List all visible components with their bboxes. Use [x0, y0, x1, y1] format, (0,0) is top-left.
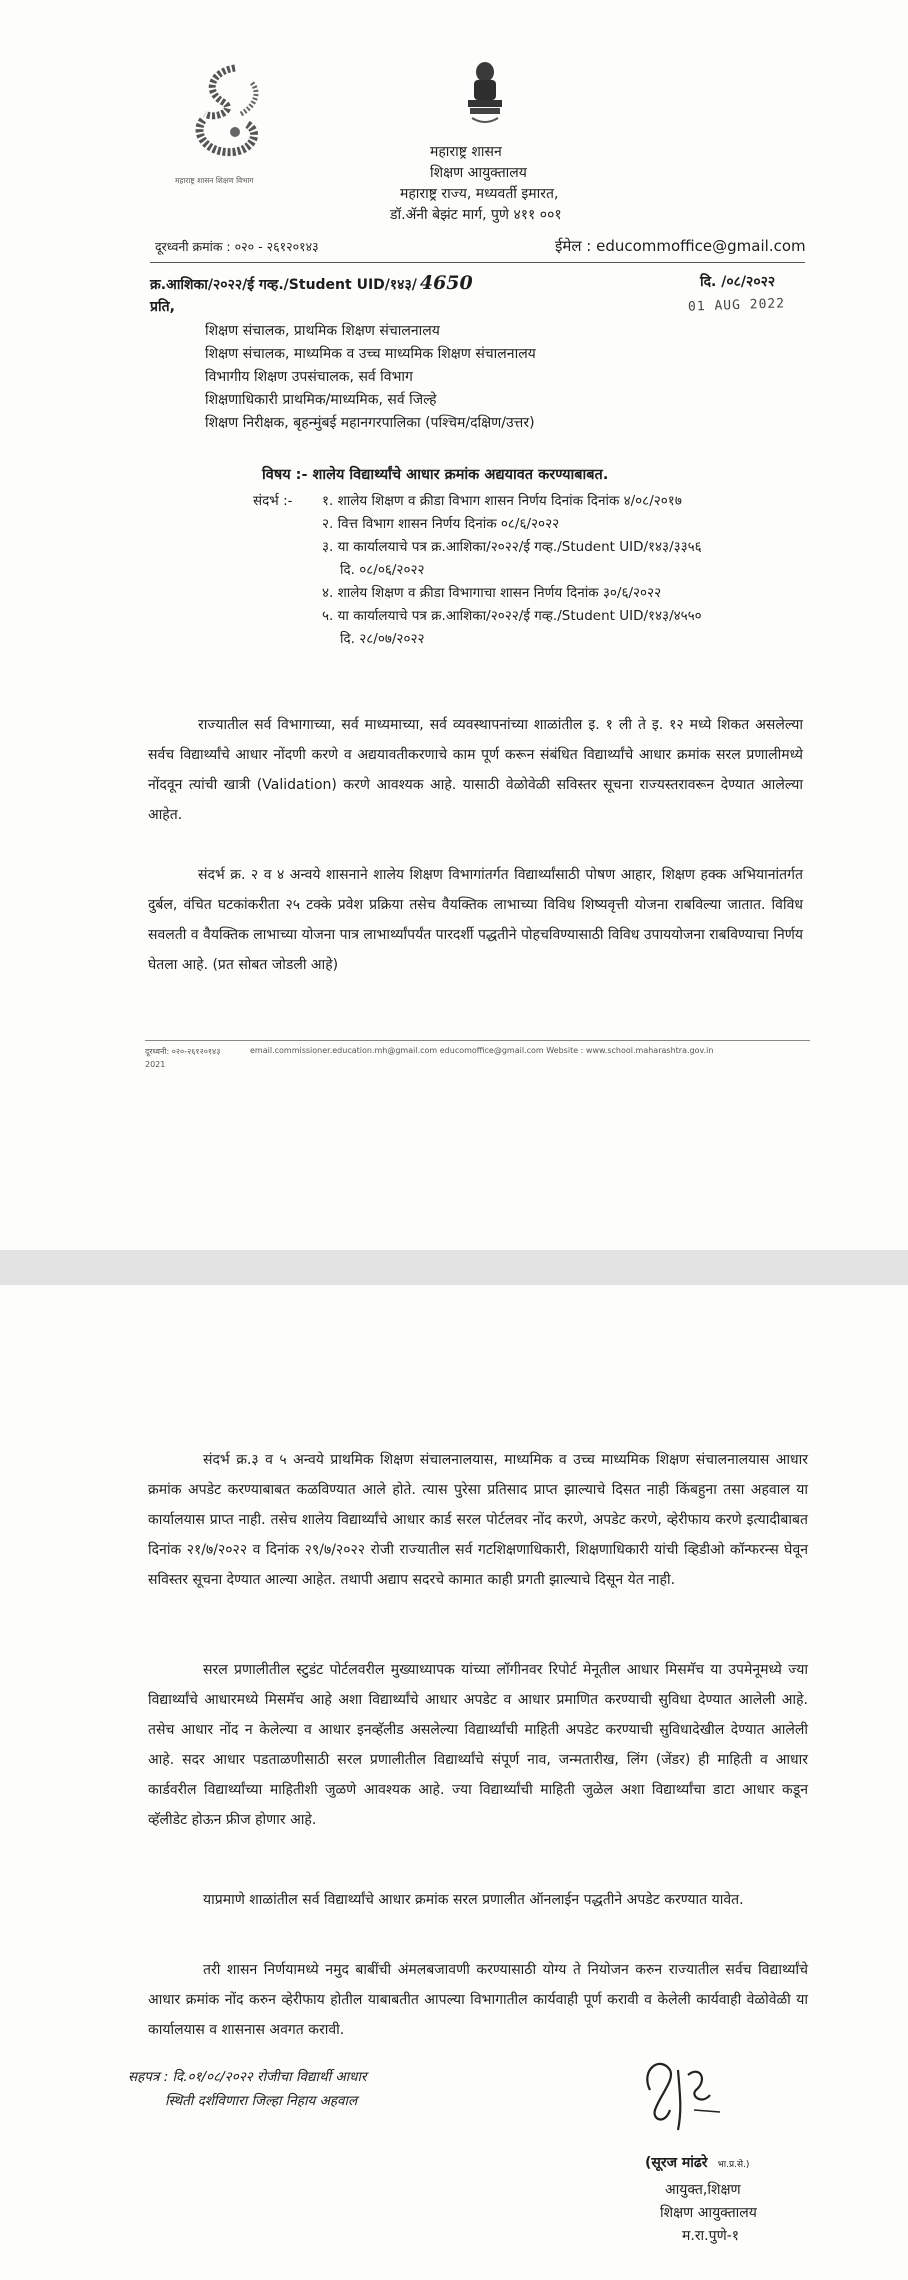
footer-divider	[145, 1040, 810, 1041]
footer-phone: दूरध्वनी: ०२०-२६१२०१४३	[145, 1047, 221, 1056]
header-line-2: शिक्षण आयुक्तालय	[430, 165, 527, 181]
signatory-title: आयुक्त,शिक्षण	[665, 2182, 741, 2198]
national-emblem-icon	[462, 58, 508, 130]
addressee-item: शिक्षण संचालक, माध्यमिक व उच्च माध्यमिक शिक्षण संचालनालय	[205, 346, 536, 362]
addressee-item: शिक्षण संचालक, प्राथमिक शिक्षण संचालनालय	[205, 323, 440, 339]
reference-list	[322, 490, 702, 651]
addressee-list	[205, 320, 536, 435]
sandarbh-label: संदर्भ :-	[253, 493, 293, 509]
addressee-item: विभागीय शिक्षण उपसंचालक, सर्व विभाग	[205, 369, 413, 385]
body-paragraph-3: संदर्भ क्र.३ व ५ अन्वये प्राथमिक शिक्षण संचालनालयास, माध्यमिक व उच्च माध्यमिक शिक्षण संचालनालयास आधार क्रमांक अपडेट करण्याबाबत कळविण्यात आले होते. त्यास पुरेसा प्रतिसाद प्राप्त झाल्याचे दिसत नाही किंबहुना तसा अहवाल या कार्यालयास प्राप्त नाही. तसेच शालेय विद्यार्थ्यांचे आधार कार्ड सरल पोर्टलवर नोंद करणे, अपडेट करणे, व्हेरीफाय करणे इत्यादीबाबत दिनांक २१/७/२०२२ व दिनांक २९/७/२०२२ रोजी राज्यातील सर्व गटशिक्षणाधिकारी, शिक्षणाधिकारी यांची व्हिडीओ कॉन्फरन्स घेवून सविस्तर सूचना देण्यात आल्या आहेत. तथापी अद्याप सदरचे कामात काही प्रगती झाल्याचे दिसून येत नाही.	[148, 1452, 808, 1588]
reference-item: ५. या कार्यालयाचे पत्र क्र.आशिका/२०२२/ई गव्ह./Student UID/१४३/४५५०	[322, 608, 702, 624]
body-paragraph-6: तरी शासन निर्णयामध्ये नमुद बाबींची अंमलबजावणी करण्यासाठी योग्य ते नियोजन करुन राज्यातील सर्वच विद्यार्थ्यांचे आधार क्रमांक नोंद करुन व्हेरीफाय होतील याबाबतीत आपल्या विभागातील कार्यवाही पूर्ण करावी व केलेली कार्यवाही वेळोवेळी या कार्यालयास व शासनास अवगत करावी.	[148, 1962, 808, 2038]
logo-caption: महाराष्ट्र शासन शिक्षण विभाग	[175, 176, 254, 185]
prati-label: प्रति,	[150, 299, 175, 315]
reference-item: २. वित्त विभाग शासन निर्णय दिनांक ०८/६/२०२२	[322, 516, 560, 532]
addressee-item: शिक्षणाधिकारी प्राथमिक/माध्यमिक, सर्व जिल्हे	[205, 392, 437, 408]
header-line-4: डॉ.ॲनी बेझंट मार्ग, पुणे ४११ ००१	[390, 207, 562, 223]
enclosure-line-2: स्थिती दर्शविणारा जिल्हा निहाय अहवाल	[165, 2093, 358, 2109]
body-paragraph-1: राज्यातील सर्व विभागाच्या, सर्व माध्यमाच्या, सर्व व्यवस्थापनांच्या शाळांतील इ. १ ली ते इ. १२ मध्ये शिकत असलेल्या सर्वच विद्यार्थ्यांचे आधार नोंदणी करणे व अद्ययावतीकरणाचे काम पूर्ण करून संबंधित विद्यार्थ्यांचे आधार क्रमांक सरल प्रणालीमध्ये नोंदवून त्यांची खात्री (Validation) करणे आवश्यक आहे. यासाठी वेळोवेळी सविस्तर सूचना राज्यस्तरावरून देण्यात आलेल्या आहेत.	[148, 717, 803, 823]
footer-year: 2021	[145, 1060, 166, 1069]
date-stamp: 01 AUG 2022	[687, 296, 786, 315]
header-line-3: महाराष्ट्र राज्य, मध्यवर्ती इमारत,	[400, 186, 559, 202]
reference-item: दि. २८/०७/२०२२	[340, 631, 425, 647]
reference-item: १. शालेय शिक्षण व क्रीडा विभाग शासन निर्णय दिनांक दिनांक ४/०८/२०१७	[322, 493, 682, 509]
reference-item: ३. या कार्यालयाचे पत्र क्र.आशिका/२०२२/ई गव्ह./Student UID/१४३/३३५६	[322, 539, 702, 555]
email-address: ईमेल : educommoffice@gmail.com	[555, 237, 806, 255]
reference-item: दि. ०८/०६/२०२२	[340, 562, 425, 578]
header-line-1: महाराष्ट्र शासन	[430, 144, 502, 160]
body-paragraph-4: सरल प्रणालीतील स्टुडंट पोर्टलवरील मुख्याध्यापक यांच्या लॉगीनवर रिपोर्ट मेनूतील आधार मिसमॅच या उपमेनूमध्ये ज्या विद्यार्थ्यांचे आधारमध्ये मिसमॅच आहे अशा विद्यार्थ्यांचे आधार अपडेट व आधार प्रमाणित करण्याची सुविधा देण्यात आलेली आहे. तसेच आधार नोंद न केलेल्या व आधार इनव्हॅलीड असलेल्या विद्यार्थ्यांची माहिती अपडेट करण्याची सुविधादेखील देण्यात आलेली आहे. सदर आधार पडताळणीसाठी सरल प्रणालीतील विद्यार्थ्यांचे संपूर्ण नाव, जन्मतारीख, लिंग (जेंडर) ही माहिती व आधार कार्डवरील विद्यार्थ्यांच्या माहितीशी जुळणे आवश्यक आहे. ज्या विद्यार्थ्यांची माहिती जुळेल अशा विद्यार्थ्यांचा डाटा आधार कडून व्हॅलीडेट होऊन फ्रीज होणार आहे.	[148, 1662, 808, 1828]
footer-email: email.commissioner.education.mh@gmail.com educomoffice@gmail.com Website : www.school.maharashtra.gov.in	[250, 1046, 714, 1055]
department-logo	[175, 62, 295, 212]
body-paragraph-5: याप्रमाणे शाळांतील सर्व विद्यार्थ्यांचे आधार क्रमांक सरल प्रणालीत ऑनलाईन पद्धतीने अपडेट करण्यात यावेत.	[203, 1892, 744, 1908]
reference-item: ४. शालेय शिक्षण व क्रीडा विभागाचा शासन निर्णय दिनांक ३०/६/२०२२	[322, 585, 662, 601]
enclosure-line-1: सहपत्र : दि.०१/०८/२०२२ रोजीचा विद्यार्थी आधार	[128, 2069, 367, 2085]
addressee-item: शिक्षण निरीक्षक, बृहन्मुंबई महानगरपालिका (पश्चिम/दक्षिण/उत्तर)	[205, 415, 535, 431]
letter-page-2	[0, 1285, 908, 2280]
handwritten-number: 4650	[419, 272, 473, 294]
subject-line: विषय :- शालेय विद्यार्थ्यांचे आधार क्रमांक अद्ययावत करण्याबाबत.	[262, 467, 609, 483]
signatory-place: म.रा.पुणे-१	[682, 2228, 740, 2244]
reference-number: क्र.आशिका/२०२२/ई गव्ह./Student UID/१४३/ 4650	[150, 272, 473, 294]
logo-swirl-icon	[175, 62, 295, 172]
header-divider	[150, 262, 805, 263]
letter-date: दि. /०८/२०२२	[700, 274, 776, 290]
signature-icon	[630, 2050, 740, 2140]
signatory-name: (सूरज मांढरे भा.प्र.से.)	[645, 2155, 750, 2171]
signatory-office: शिक्षण आयुक्तालय	[660, 2205, 757, 2221]
body-paragraph-2: संदर्भ क्र. २ व ४ अन्वये शासनाने शालेय शिक्षण विभागांतर्गत विद्यार्थ्यांसाठी पोषण आहार, शिक्षण हक्क अभियानांतर्गत दुर्बल, वंचित घटकांकरीता २५ टक्के प्रवेश प्रक्रिया तसेच वैयक्तिक लाभाच्या विविध शिष्यवृत्ती योजना राबविल्या जातात. विविध सवलती व वैयक्तिक लाभाच्या योजना पात्र लाभार्थ्यांपर्यंत पारदर्शी पद्धतीने पोहचविण्यासाठी विविध उपाययोजना राबविण्याचा निर्णय घेतला आहे. (प्रत सोबत जोडली आहे)	[148, 867, 803, 973]
phone-number: दूरध्वनी क्रमांक : ०२० - २६१२०१४३	[155, 239, 319, 254]
